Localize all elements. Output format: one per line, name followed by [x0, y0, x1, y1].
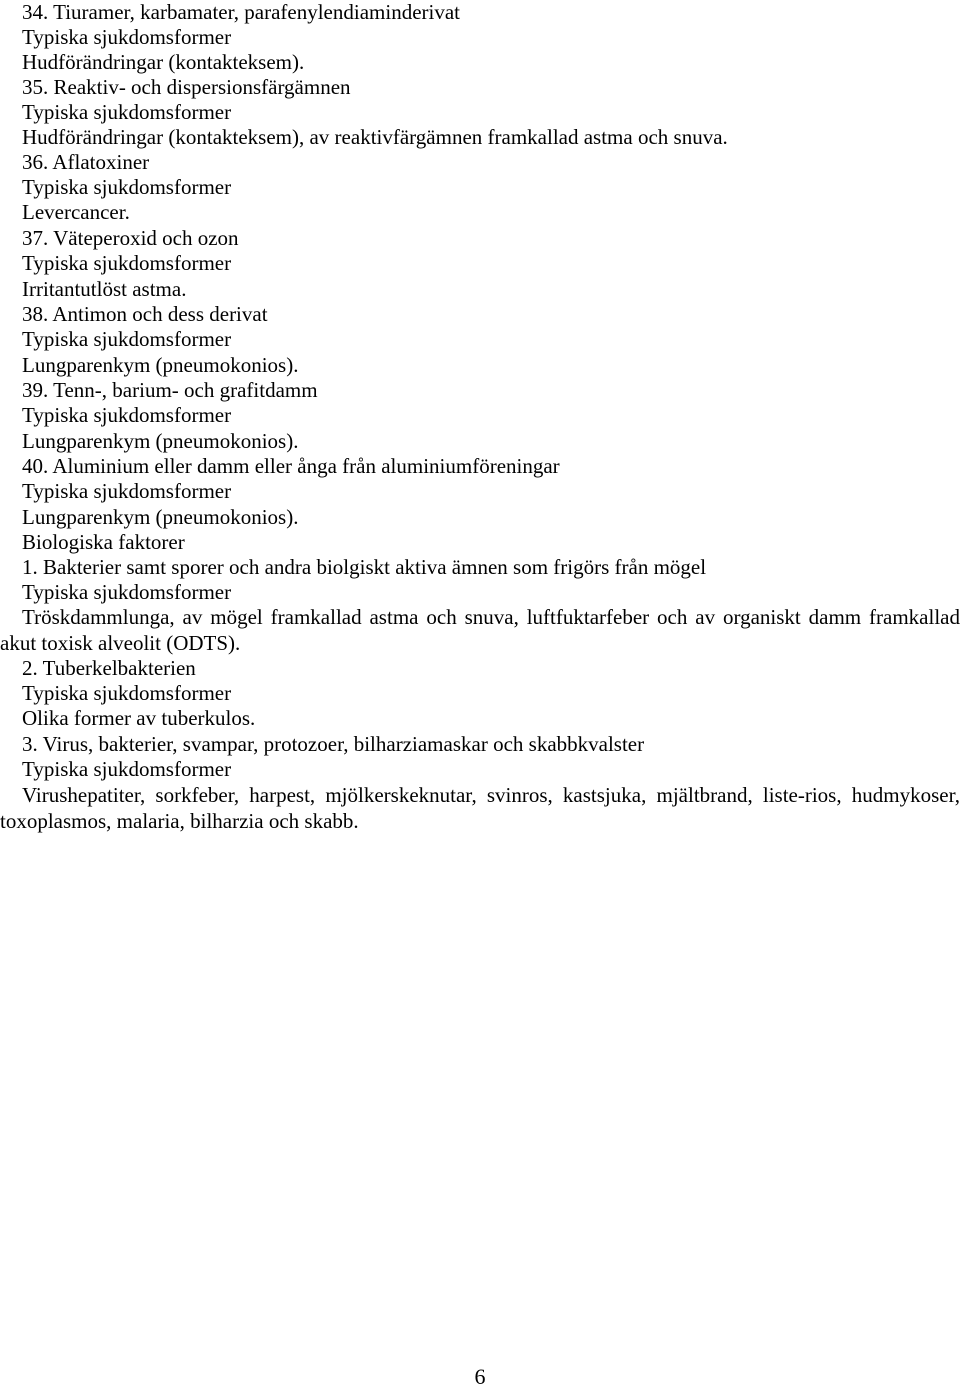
section-label: Typiska sjukdomsformer: [22, 251, 232, 275]
section-label: Typiska sjukdomsformer: [22, 327, 232, 351]
section-label: Typiska sjukdomsformer: [22, 403, 232, 427]
item-36-text: Levercancer.: [22, 200, 130, 224]
section-label: Typiska sjukdomsformer: [22, 757, 232, 781]
item-34-heading: 34. Tiuramer, karbamater, parafenylendiaminderivat: [22, 0, 460, 24]
item-39-text: Lungparenkym (pneumokonios).: [22, 429, 299, 453]
section-label: Typiska sjukdomsformer: [22, 100, 232, 124]
section-label: Typiska sjukdomsformer: [22, 479, 232, 503]
item-37-heading: 37. Väteperoxid och ozon: [22, 226, 239, 250]
bio-item-1-text: Tröskdammlunga, av mögel framkallad astma och snuva, luftfuktarfeber och av organiskt damm framkallad akut toxisk alveolit (ODTS).: [0, 605, 960, 655]
bio-item-2-text: Olika former av tuberkulos.: [22, 706, 256, 730]
item-40-text: Lungparenkym (pneumokonios).: [22, 505, 299, 529]
section-label: Typiska sjukdomsformer: [22, 25, 232, 49]
page-number: 6: [474, 1364, 486, 1389]
item-35-text: Hudförändringar (kontakteksem), av reaktivfärgämnen framkallad astma och snuva.: [22, 125, 728, 149]
section-label: Typiska sjukdomsformer: [22, 580, 232, 604]
item-34-text: Hudförändringar (kontakteksem).: [22, 50, 305, 74]
bio-item-3-text: Virushepatiter, sorkfeber, harpest, mjölkerskeknutar, svinros, kastsjuka, mjältbrand, liste-rios, hudmykoser, toxoplasmos, malaria, bilharzia och skabb.: [0, 783, 960, 833]
item-37-text: Irritantutlöst astma.: [22, 277, 187, 301]
item-38-text: Lungparenkym (pneumokonios).: [22, 353, 299, 377]
item-38-heading: 38. Antimon och dess derivat: [22, 302, 268, 326]
bio-item-1-heading: 1. Bakterier samt sporer och andra biolgiskt aktiva ämnen som frigörs från mögel: [22, 555, 707, 579]
item-36-heading: 36. Aflatoxiner: [22, 150, 150, 174]
item-39-heading: 39. Tenn-, barium- och grafitdamm: [22, 378, 318, 402]
bio-item-2-heading: 2. Tuberkelbakterien: [22, 656, 196, 680]
item-35-heading: 35. Reaktiv- och dispersionsfärgämnen: [22, 75, 351, 99]
section-label: Typiska sjukdomsformer: [22, 681, 232, 705]
bio-item-3-heading: 3. Virus, bakterier, svampar, protozoer, bilharziamaskar och skabbkvalster: [22, 732, 645, 756]
section-label: Typiska sjukdomsformer: [22, 175, 232, 199]
item-40-heading: 40. Aluminium eller damm eller ånga från aluminiumföreningar: [22, 454, 560, 478]
section-heading-biological: Biologiska faktorer: [22, 530, 185, 554]
